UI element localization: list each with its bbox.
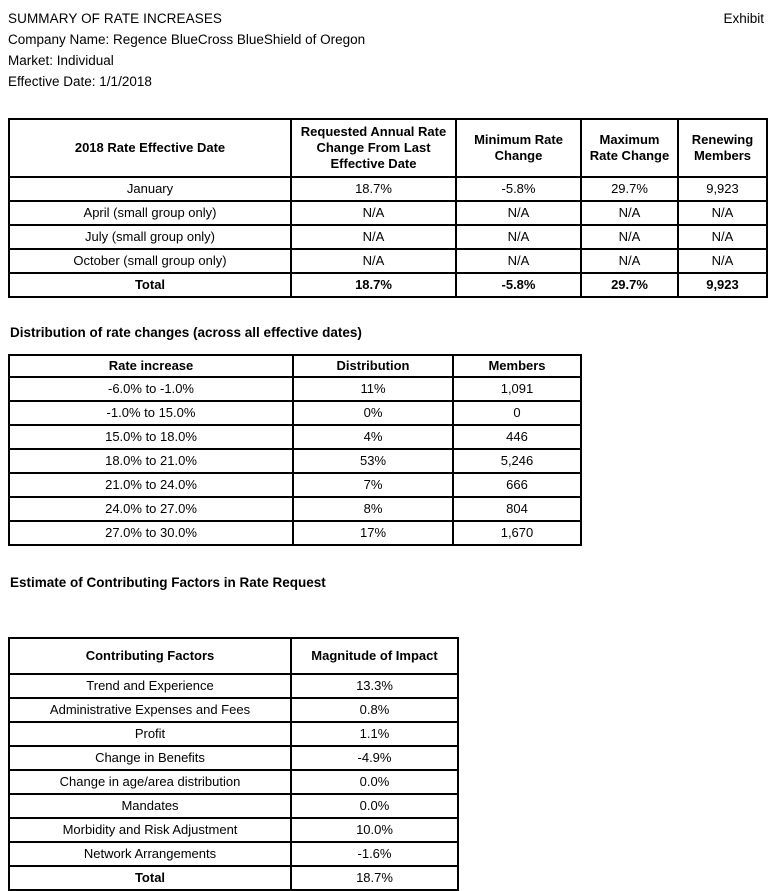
table-row <box>9 521 581 545</box>
table-cell: 666 <box>453 473 581 497</box>
table-cell: Change in age/area distribution <box>9 770 291 794</box>
table-row <box>9 425 581 449</box>
table-cell: April (small group only) <box>9 201 291 225</box>
table-cell: N/A <box>456 249 581 273</box>
table-cell: 1.1% <box>291 722 458 746</box>
table-cell: 0.8% <box>291 698 458 722</box>
table-cell: Total <box>9 866 291 890</box>
table-cell: N/A <box>456 201 581 225</box>
table-header-row <box>9 119 767 177</box>
table-cell: 18.0% to 21.0% <box>9 449 293 473</box>
table-header-row <box>9 355 581 377</box>
table-row <box>9 225 767 249</box>
column-header: Magnitude of Impact <box>291 638 458 674</box>
table-row <box>9 497 581 521</box>
table-cell: N/A <box>678 225 767 249</box>
table-cell: N/A <box>678 249 767 273</box>
table-cell: 21.0% to 24.0% <box>9 473 293 497</box>
column-header: Rate increase <box>9 355 293 377</box>
document-header <box>8 8 766 92</box>
table-cell: 29.7% <box>581 177 678 201</box>
table-cell: 7% <box>293 473 453 497</box>
table-cell: 10.0% <box>291 818 458 842</box>
page-title: SUMMARY OF RATE INCREASES <box>8 11 223 26</box>
table-row <box>9 794 458 818</box>
table-cell: N/A <box>678 201 767 225</box>
column-header: Renewing Members <box>678 119 767 177</box>
table-cell: 18.7% <box>291 177 456 201</box>
table-cell: 24.0% to 27.0% <box>9 497 293 521</box>
table-cell: Profit <box>9 722 291 746</box>
distribution-section-heading: Distribution of rate changes (across all effective dates) <box>10 325 362 340</box>
contributing-factors-table <box>8 637 459 891</box>
table-cell: 5,246 <box>453 449 581 473</box>
table-cell: 53% <box>293 449 453 473</box>
table-cell: 17% <box>293 521 453 545</box>
table-cell: 9,923 <box>678 177 767 201</box>
column-header: Contributing Factors <box>9 638 291 674</box>
table-row <box>9 770 458 794</box>
table-cell: Network Arrangements <box>9 842 291 866</box>
table-cell: 9,923 <box>678 273 767 297</box>
table-row <box>9 249 767 273</box>
column-header: 2018 Rate Effective Date <box>9 119 291 177</box>
table-cell: 0 <box>453 401 581 425</box>
table-cell: N/A <box>291 249 456 273</box>
table-cell: Trend and Experience <box>9 674 291 698</box>
table-cell: Administrative Expenses and Fees <box>9 698 291 722</box>
exhibit-label: Exhibit <box>723 11 764 26</box>
table-row <box>9 401 581 425</box>
rate-increases-table <box>8 118 768 298</box>
table-row <box>9 201 767 225</box>
table-cell: 11% <box>293 377 453 401</box>
table-row <box>9 842 458 866</box>
table-cell: October (small group only) <box>9 249 291 273</box>
table-cell: 8% <box>293 497 453 521</box>
table-row <box>9 674 458 698</box>
table-cell: -5.8% <box>456 273 581 297</box>
table-cell: -1.6% <box>291 842 458 866</box>
column-header: Requested Annual Rate Change From Last Effective Date <box>291 119 456 177</box>
table-cell: 27.0% to 30.0% <box>9 521 293 545</box>
effective-date-line: Effective Date: 1/1/2018 <box>8 74 152 89</box>
table-row <box>9 177 767 201</box>
column-header: Members <box>453 355 581 377</box>
company-name-line: Company Name: Regence BlueCross BlueShield of Oregon <box>8 32 366 47</box>
column-header: Distribution <box>293 355 453 377</box>
total-row <box>9 866 458 890</box>
table-row <box>9 722 458 746</box>
table-cell: 15.0% to 18.0% <box>9 425 293 449</box>
table-cell: Mandates <box>9 794 291 818</box>
table-cell: N/A <box>581 201 678 225</box>
distribution-table <box>8 354 582 546</box>
table-cell: -1.0% to 15.0% <box>9 401 293 425</box>
table-cell: 29.7% <box>581 273 678 297</box>
table-cell: 446 <box>453 425 581 449</box>
total-row <box>9 273 767 297</box>
table-row <box>9 818 458 842</box>
table-cell: 0.0% <box>291 794 458 818</box>
table-cell: Morbidity and Risk Adjustment <box>9 818 291 842</box>
market-line: Market: Individual <box>8 53 114 68</box>
table-cell: 804 <box>453 497 581 521</box>
factors-section-heading: Estimate of Contributing Factors in Rate Request <box>10 575 326 590</box>
table-cell: 13.3% <box>291 674 458 698</box>
table-row <box>9 449 581 473</box>
table-cell: -4.9% <box>291 746 458 770</box>
table-cell: July (small group only) <box>9 225 291 249</box>
table-row <box>9 473 581 497</box>
table-cell: 1,091 <box>453 377 581 401</box>
column-header: Minimum Rate Change <box>456 119 581 177</box>
table-cell: 1,670 <box>453 521 581 545</box>
table-cell: 18.7% <box>291 866 458 890</box>
table-cell: 0% <box>293 401 453 425</box>
table-row <box>9 746 458 770</box>
table-cell: N/A <box>581 249 678 273</box>
table-cell: -5.8% <box>456 177 581 201</box>
table-cell: N/A <box>456 225 581 249</box>
table-cell: 4% <box>293 425 453 449</box>
column-header: Maximum Rate Change <box>581 119 678 177</box>
table-header-row <box>9 638 458 674</box>
title-row <box>8 8 766 29</box>
table-cell: Change in Benefits <box>9 746 291 770</box>
table-cell: -6.0% to -1.0% <box>9 377 293 401</box>
table-cell: Total <box>9 273 291 297</box>
table-cell: 18.7% <box>291 273 456 297</box>
table-row <box>9 698 458 722</box>
table-row <box>9 377 581 401</box>
table-cell: N/A <box>581 225 678 249</box>
table-cell: January <box>9 177 291 201</box>
table-cell: N/A <box>291 225 456 249</box>
table-cell: N/A <box>291 201 456 225</box>
table-cell: 0.0% <box>291 770 458 794</box>
